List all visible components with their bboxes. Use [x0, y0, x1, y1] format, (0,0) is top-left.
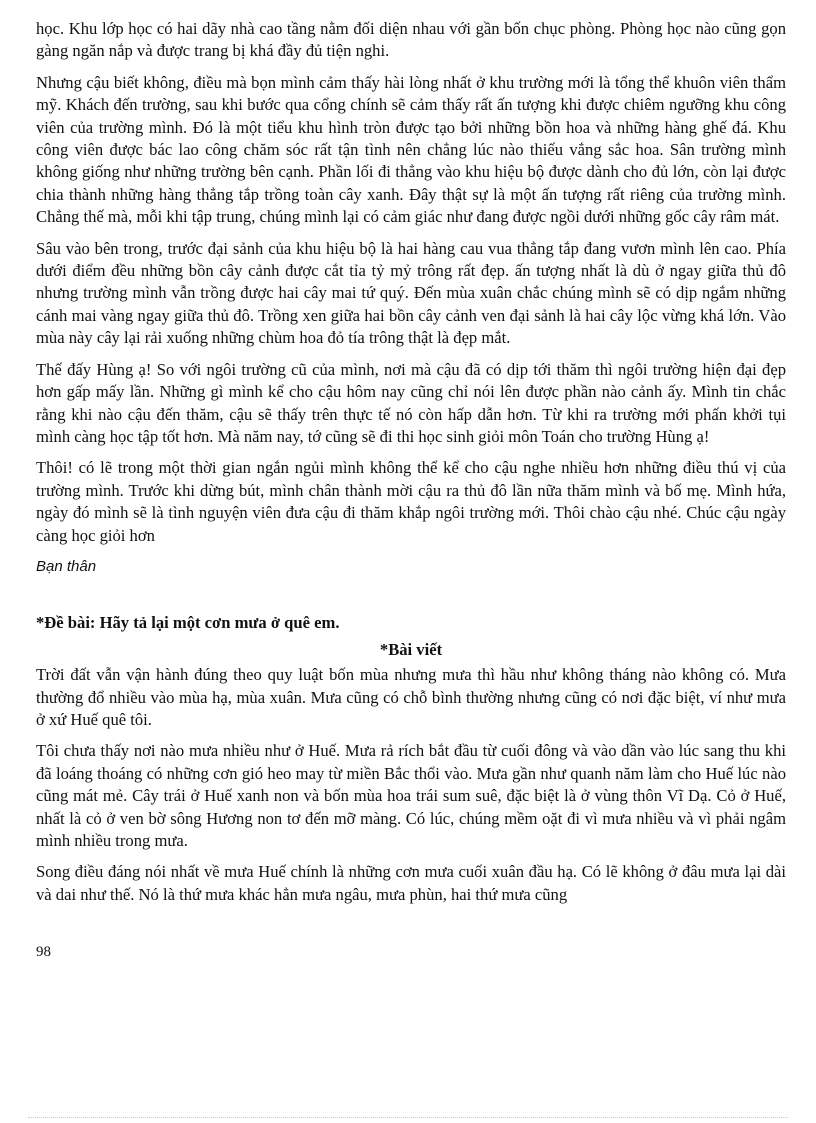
letter-paragraph-4: Thế đấy Hùng ạ! So với ngôi trường cũ của mình, nơi mà cậu đã có dịp tới thăm thì ngôi trường hiện đại đẹp hơn gấp mấy lần. Những gì mình kể cho cậu hôm nay cũng chỉ nói lên được phần nào cảnh ấy. Mình tin chắc rằng khi nào cậu đến thăm, cậu sẽ thấy trên thực tế nó còn hấp dẫn hơn. Từ khi ra trường mới phấn khởi tụi mình càng học tập tốt hơn. Mà năm nay, tớ cũng sẽ đi thi học sinh giỏi môn Toán cho trường Hùng ạ! [36, 359, 786, 446]
letter-paragraph-1: học. Khu lớp học có hai dãy nhà cao tầng nằm đối diện nhau với gần bốn chục phòng. Phòng học nào cũng gọn gàng ngăn nắp và được trang bị khá đầy đủ tiện nghi. [36, 19, 786, 61]
essay-paragraph-2: Tôi chưa thấy nơi nào mưa nhiều như ở Huế. Mưa rả rích bắt đầu từ cuối đông và vào dần vào lúc sang thu khi đã loáng thoáng có những cơn gió heo may từ miền Bắc thổi vào. Mưa gần như quanh năm làm cho Huế lúc nào cũng mát mẻ. Cây trái ở Huế xanh non và bốn mùa hoa trái sum suê, đặc biệt là ở vùng thôn Vĩ Dạ. Cỏ ở Huế, nhất là cỏ ở ven bờ sông Hương non tơ đến mỡ màng. Có lúc, chúng mềm oặt đi vì mưa nhiều và vì phải ngâm mình nhiều trong mưa. [36, 741, 786, 850]
letter-paragraph-5: Thôi! có lẽ trong một thời gian ngắn ngủi mình không thể kể cho cậu nghe nhiều hơn những điều thú vị của trường mình. Trước khi dừng bút, mình chân thành mời cậu ra thủ đô lần nữa thăm mình và bố mẹ. Mình hứa, ngày đó mình sẽ là tình nguyện viên đưa cậu đi thăm khắp ngôi trường mới. Thôi chào cậu nhé. Chúc cậu ngày càng học giỏi hơn [36, 458, 786, 545]
letter-paragraph-3: Sâu vào bên trong, trước đại sảnh của khu hiệu bộ là hai hàng cau vua thẳng tắp đang vươn mình lên cao. Phía dưới điểm đều những bồn cây cảnh được cắt tỉa tỷ mỷ trông rất đẹp. ấn tượng nhất là dù ở ngay giữa thủ đô nhưng trường mình vẫn trồng được hai cây mai tứ quý. Đến mùa xuân chắc chúng mình sẽ có dịp ngắm những cánh mai vàng ngay giữa thủ đô. Trồng xen giữa hai bồn cây cảnh ven đại sảnh là hai cây lộc vừng khá lớn. Vào mùa này cây lại rải xuống những chùm hoa đỏ tía trông thật là đẹp mắt. [36, 238, 786, 348]
document-page [36, 18, 786, 915]
letter-paragraph-2: Nhưng cậu biết không, điều mà bọn mình cảm thấy hài lòng nhất ở khu trường mới là tổng thể khuôn viên thẩm mỹ. Khách đến trường, sau khi bước qua cổng chính sẽ cảm thấy rất ấn tượng khi được chiêm ngưỡng khu công viên của trường mình. Đó là một tiểu khu hình tròn được tạo bởi những bồn hoa và những hàng ghế đá. Khu công viên được bác lao công chăm sóc rất tận tình nên chẳng lúc nào thiếu vắng sắc hoa. Sân trường mình không giống như những trường bên cạnh. Phần lối đi thẳng vào khu hiệu bộ được dành cho đủ lớn, còn lại được chia thành những hàng thẳng tắp trồng toàn cây xanh. Đây thật sự là một ấn tượng rất riêng của trường mình. Chẳng thế mà, mỗi khi tập trung, chúng mình lại có cảm giác như đang được ngồi dưới những gốc cây râm mát. [36, 72, 786, 227]
essay-paragraph-1: Trời đất vẫn vận hành đúng theo quy luật bốn mùa nhưng mưa thì hầu như không tháng nào không có. Mưa thường đổ nhiều vào mùa hạ, mùa xuân. Mưa cũng có chỗ bình thường nhưng cũng có nơi đặc biệt, ví như mưa ở xứ Huế quê tôi. [36, 665, 786, 729]
essay-prompt: *Đề bài: Hãy tả lại một cơn mưa ở quê em. [36, 613, 340, 633]
essay-heading: *Bài viết [379, 639, 443, 659]
page-number: 98 [36, 944, 51, 960]
letter-signature: Bạn thân [36, 557, 97, 575]
essay-paragraph-3: Song điều đáng nói nhất về mưa Huế chính là những cơn mưa cuối xuân đầu hạ. Có lẽ không ở đâu mưa lại dài và dai như thế. Nó là thứ mưa khác hẳn mưa ngâu, mưa phùn, hai thứ mưa cũng [36, 862, 786, 904]
page-bottom-divider [28, 1117, 788, 1118]
